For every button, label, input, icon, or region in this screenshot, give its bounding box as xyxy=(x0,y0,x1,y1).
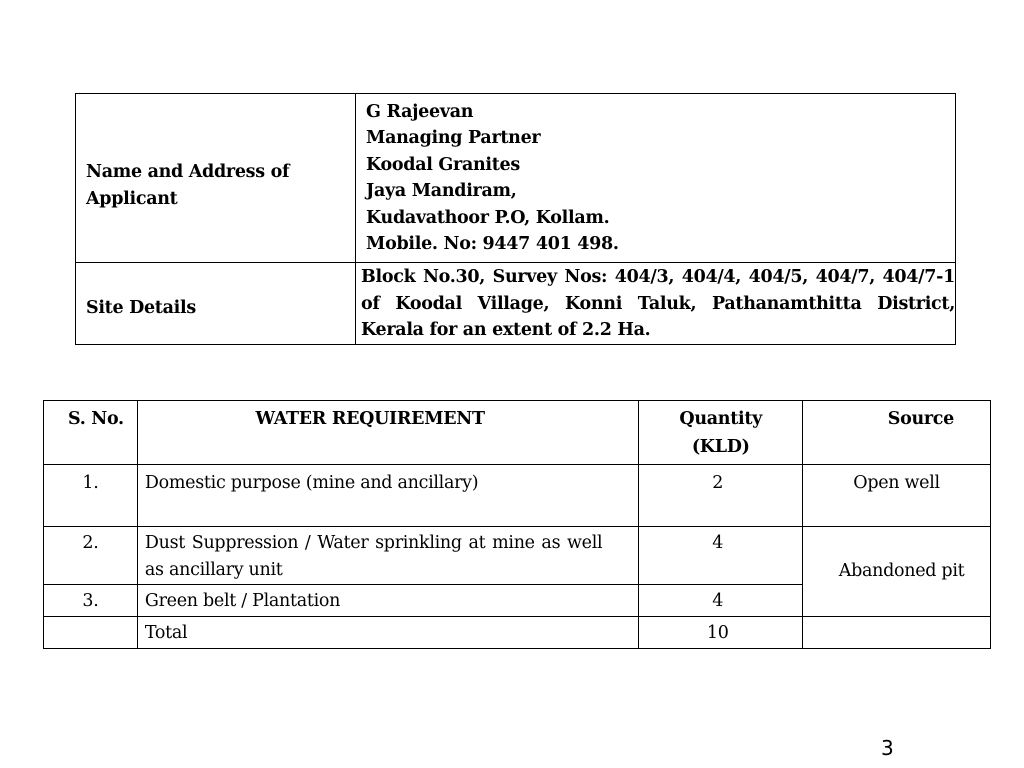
row-quantity: 4 xyxy=(639,527,803,585)
row-source: Open well xyxy=(803,465,991,527)
site-row xyxy=(76,263,956,345)
applicant-details-table xyxy=(75,93,956,345)
row-requirement: Green belt / Plantation xyxy=(137,585,638,617)
total-sno-empty xyxy=(44,617,138,649)
quantity-header xyxy=(639,401,803,465)
total-source-empty xyxy=(803,617,991,649)
row-quantity: 2 xyxy=(639,465,803,527)
row-quantity: 4 xyxy=(639,585,803,617)
source-header: Source xyxy=(803,401,991,465)
applicant-row xyxy=(76,94,956,263)
water-requirement-table xyxy=(43,400,991,649)
total-row xyxy=(44,617,991,649)
applicant-address-cell xyxy=(356,94,956,263)
applicant-address-line-1: Jaya Mandiram, xyxy=(366,181,517,202)
row-sno: 3. xyxy=(44,585,138,617)
total-quantity: 10 xyxy=(639,617,803,649)
applicant-designation: Managing Partner xyxy=(366,128,541,149)
row-sno: 1. xyxy=(44,465,138,527)
row-source-merged: Abandoned pit xyxy=(803,527,991,617)
row-requirement: Domestic purpose (mine and ancillary) xyxy=(137,465,638,527)
table-row xyxy=(44,465,991,527)
quantity-header-unit: (KLD) xyxy=(691,437,750,457)
table-header-row xyxy=(44,401,991,465)
sno-header: S. No. xyxy=(44,401,138,465)
row-requirement: Dust Suppression / Water sprinkling at mine as well as ancillary unit xyxy=(137,527,638,585)
quantity-header-line-1: Quantity xyxy=(679,409,763,429)
name-address-label: Name and Address of Applicant xyxy=(86,162,290,210)
total-label: Total xyxy=(137,617,638,649)
table-row xyxy=(44,527,991,585)
page-number: 3 xyxy=(881,736,894,760)
site-details-value: Block No.30, Survey Nos: 404/3, 404/4, 404/5, 404/7, 404/7-1 of Koodal Village, Konni Taluk, Pathanamthitta District, Kerala for an extent of 2.2 Ha. xyxy=(356,263,956,345)
requirement-header: WATER REQUIREMENT xyxy=(137,401,638,465)
applicant-mobile: Mobile. No: 9447 401 498. xyxy=(366,234,619,255)
applicant-company: Koodal Granites xyxy=(366,154,520,175)
applicant-address-line-2: Kudavathoor P.O, Kollam. xyxy=(366,207,610,228)
row-sno: 2. xyxy=(44,527,138,585)
applicant-label-cell xyxy=(76,94,356,263)
applicant-name: G Rajeevan xyxy=(366,102,474,122)
site-label-cell xyxy=(76,263,356,345)
site-details-label: Site Details xyxy=(86,297,196,318)
